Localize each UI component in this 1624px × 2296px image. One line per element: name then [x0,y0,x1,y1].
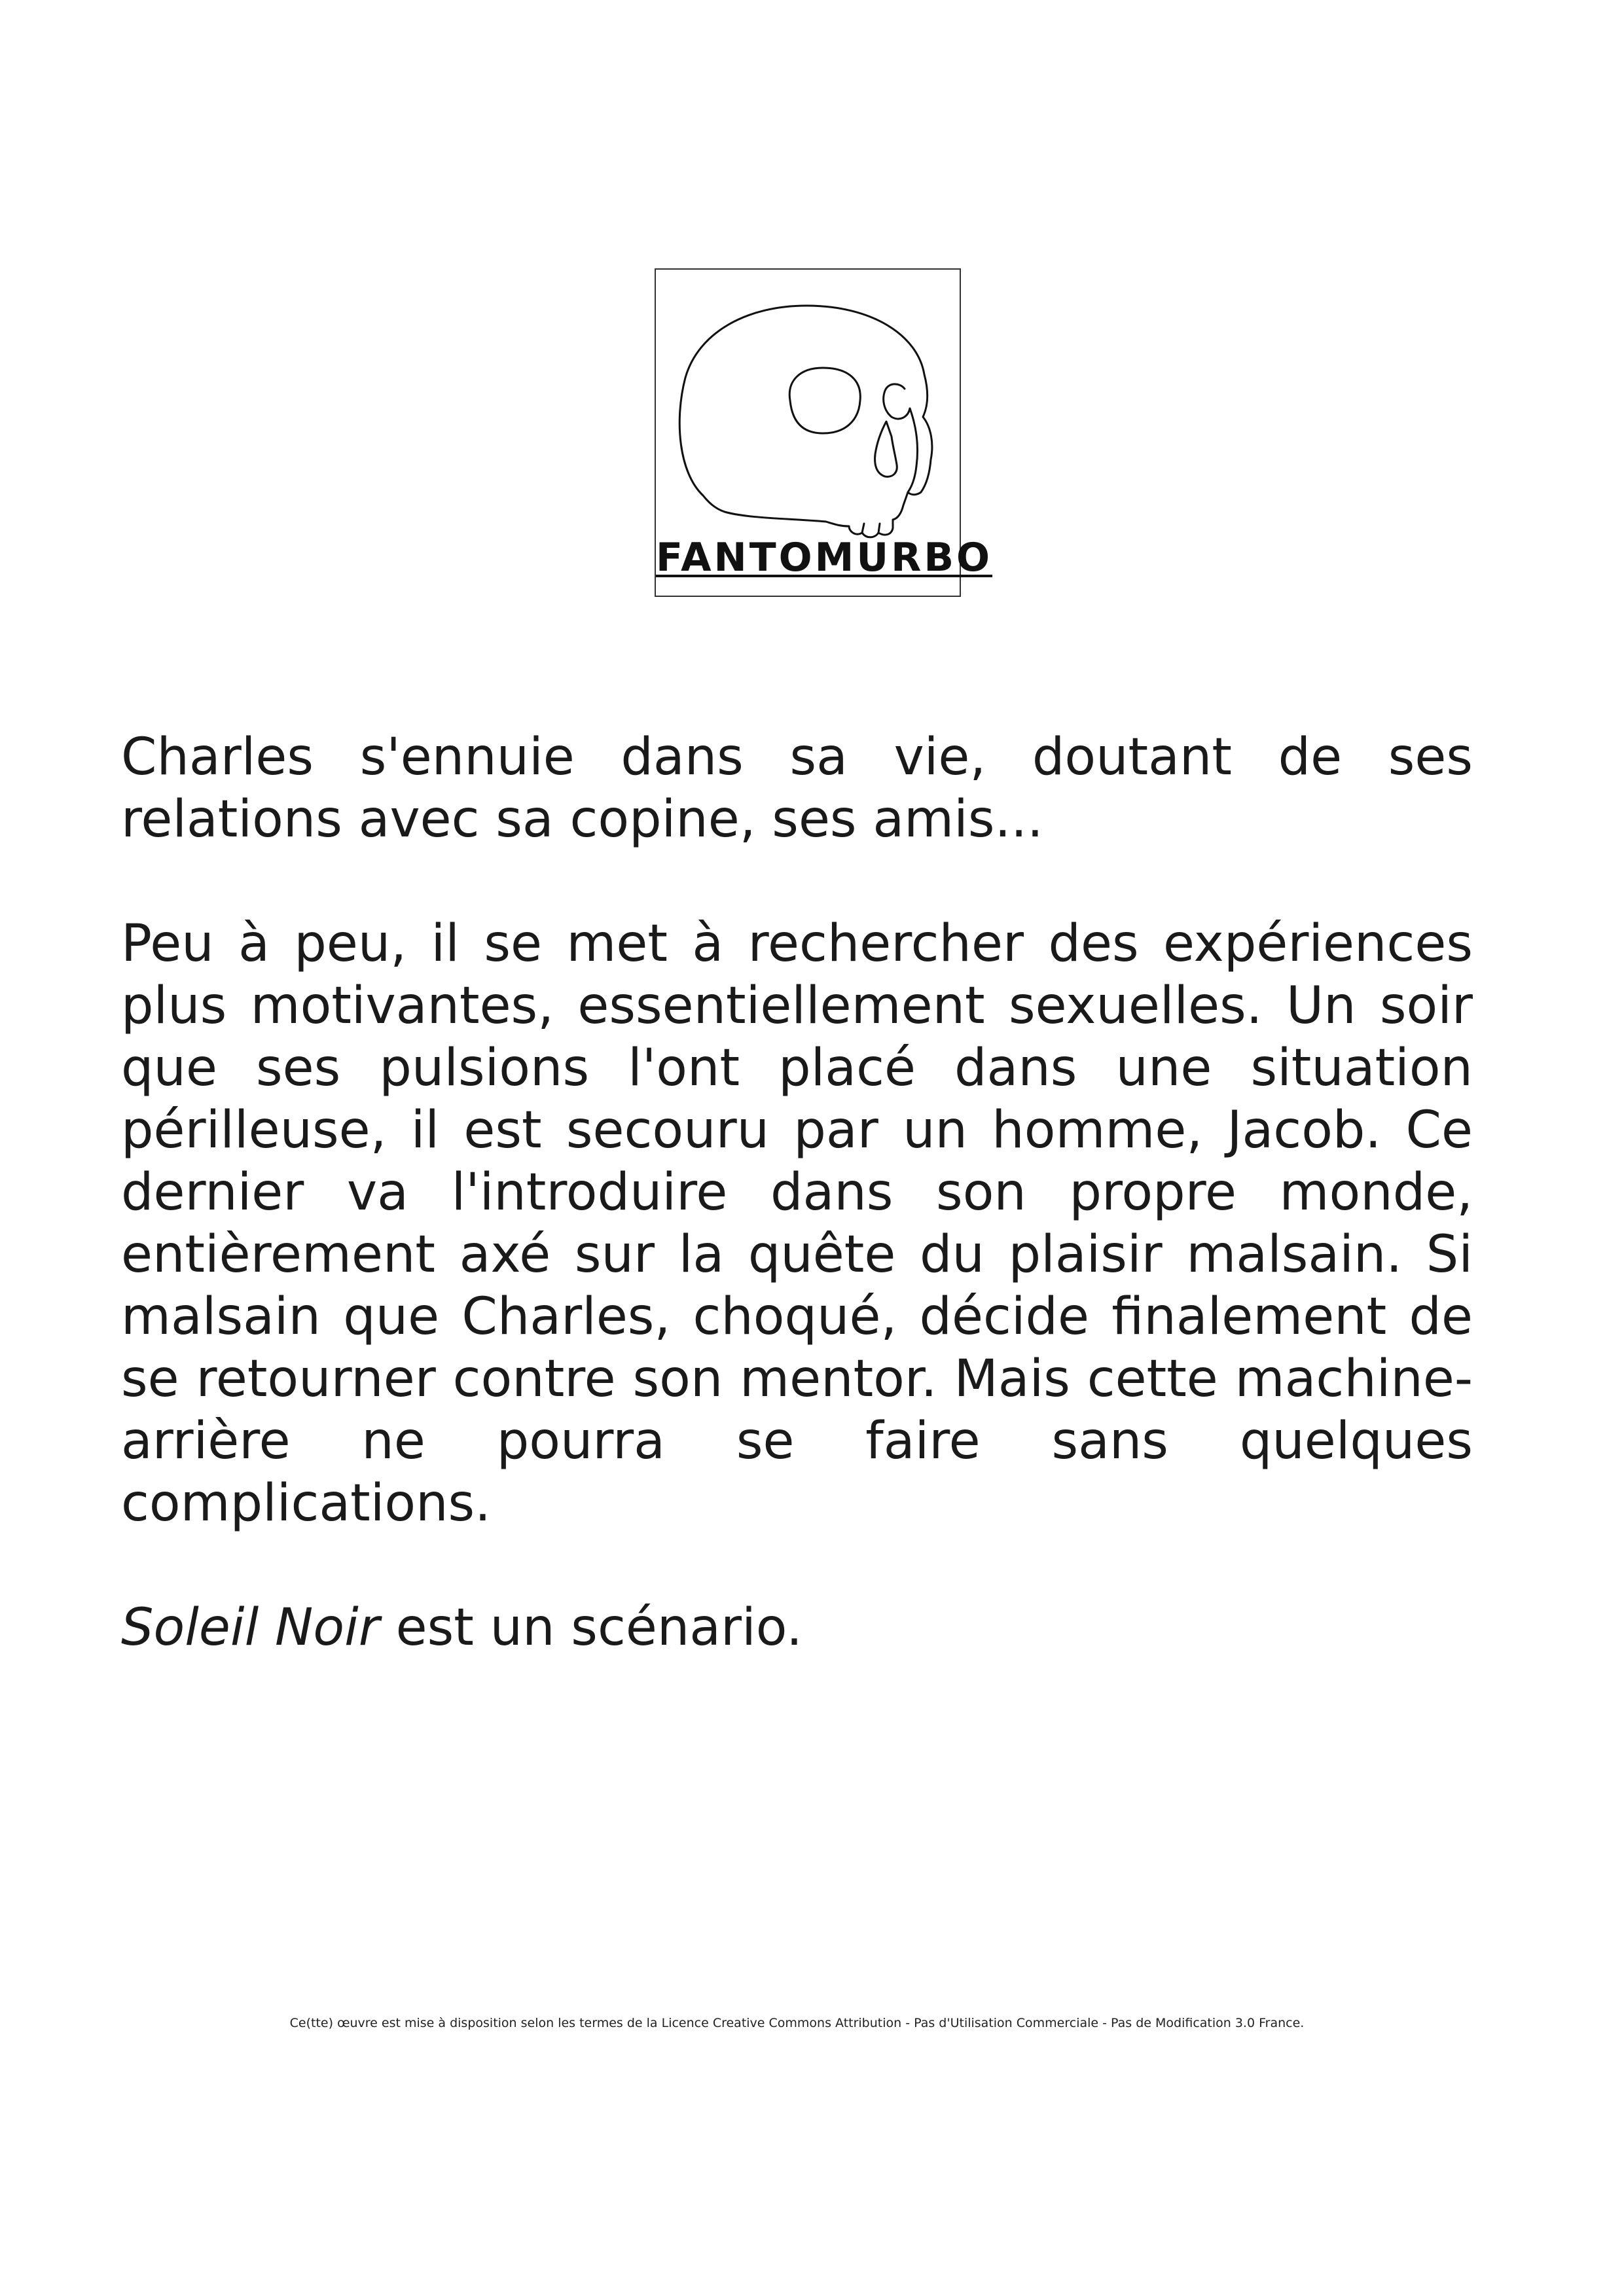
synopsis [121,726,1473,1659]
brand-wordmark: FANTOMURBO [656,535,993,581]
synopsis-paragraph-1: Charles s'ennuie dans sa vie, doutant de ses relations avec sa copine, ses amis... [121,728,1473,849]
license-notice: Ce(tte) œuvre est mise à disposition selon les termes de la Licence Creative Commons Attribution - Pas d'Utilisation Commerciale - Pas de Modification 3.0 France. [289,2016,1305,2030]
closing-text: est un scénario. [379,1598,803,1657]
publisher-logo [655,268,993,597]
synopsis-closing [121,1597,1473,1659]
work-title: Soleil Noir [121,1598,380,1657]
synopsis-paragraph-2: Peu à peu, il se met à rechercher des expériences plus motivantes, essentiellement sexuelles. Un soir que ses pulsions l'ont placé dans une situation périlleuse, il est secouru par un homme, Jacob. Ce dernier va l'introduire dans son propre monde, entièrement axé sur la quête du plaisir malsain. Si malsain que Charles, choqué, décide finalement de se retourner contre son mentor. Mais cette machine-arrière ne pourra se faire sans quelques complications. [121,914,1473,1533]
